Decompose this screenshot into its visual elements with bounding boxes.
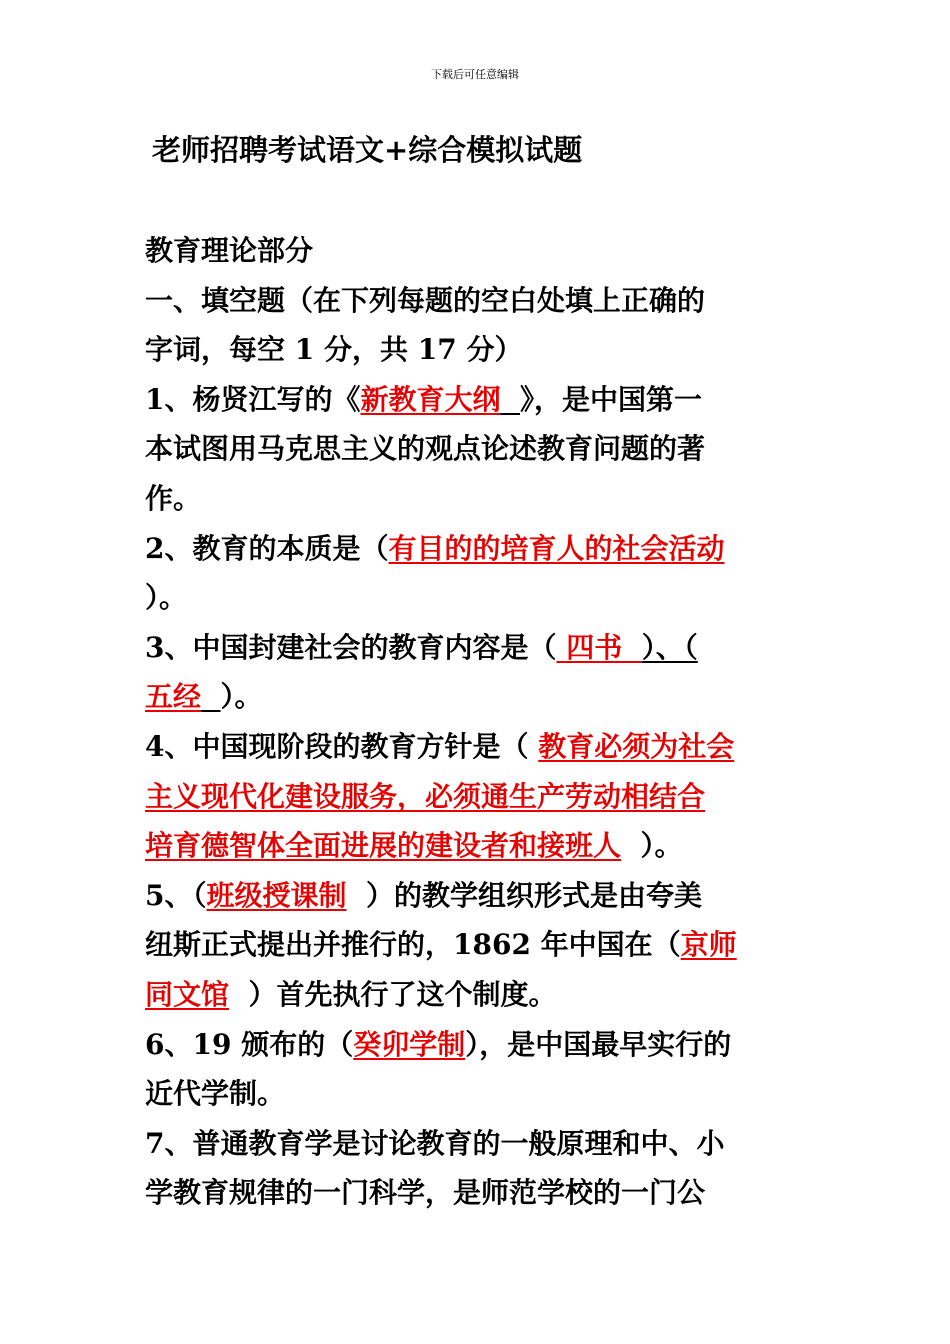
answer: 同文馆 xyxy=(145,977,230,1011)
text: ）的教学组织形式是由夸美 xyxy=(366,878,703,912)
answer: 五经 xyxy=(145,680,202,714)
text: 7、普通教育学是讨论教育的一般原理和中、小 xyxy=(145,1126,725,1160)
text: 学教育规律的一门科学，是师范学校的一门公 xyxy=(145,1176,706,1210)
text: 6、19 颁布的（ xyxy=(145,1027,354,1061)
question-1-line-1 xyxy=(145,375,809,425)
text: ），是中国最早实行的 xyxy=(465,1027,732,1061)
document-title: 老师招聘考试语文+综合模拟试题 xyxy=(152,133,583,167)
question-5-line-2 xyxy=(145,920,809,970)
question-5-line-1 xyxy=(145,871,809,921)
question-intro-line-1 xyxy=(145,276,809,326)
text: ）首先执行了这个制度。 xyxy=(229,977,557,1011)
text: 近代学制。 xyxy=(145,1077,286,1111)
text: 1、杨贤江写的《新教育大纲 》，是中国第一 xyxy=(145,382,703,416)
question-5-line-3 xyxy=(145,970,809,1020)
text: 3、中国封建社会的教育内容是（ xyxy=(145,630,557,664)
answer: 四书 xyxy=(556,630,642,664)
text: 2、教育的本质是（ xyxy=(145,531,389,565)
text: 本试图用马克思主义的观点论述教育问题的著 xyxy=(145,432,706,466)
text: ）。 xyxy=(621,829,683,863)
answer: 班级授课制 xyxy=(206,878,347,912)
question-3-line-1 xyxy=(145,623,809,673)
text: 5、（ xyxy=(145,878,207,912)
question-7-line-2 xyxy=(145,1168,809,1218)
answer: 培育德智体全面进展的建设者和接班人 xyxy=(145,829,622,863)
question-2-line-1 xyxy=(145,524,809,574)
answer: 教育必须为社会 xyxy=(538,729,735,763)
question-4-line-3 xyxy=(145,821,809,871)
answer: 主义现代化建设服务，必须通生产劳动相结合 xyxy=(145,779,706,813)
question-4-line-2 xyxy=(145,772,809,822)
document-body xyxy=(145,226,809,1218)
question-1-line-3 xyxy=(145,474,809,524)
question-6-line-2 xyxy=(145,1069,809,1119)
question-2-line-2 xyxy=(145,573,809,623)
section-heading: 教育理论部分 xyxy=(145,234,314,267)
text: 字词，每空 1 分，共 17 分） xyxy=(145,333,523,367)
question-1-line-2 xyxy=(145,424,809,474)
answer: 有目的的培育人的社会活动 xyxy=(388,531,725,565)
question-6-line-1 xyxy=(145,1020,809,1070)
text: 一、填空题（在下列每题的空白处填上正确的 xyxy=(145,283,706,317)
text: 4、中国现阶段的教育方针是（ xyxy=(145,729,539,763)
blank xyxy=(201,672,221,722)
answer: 新教育大纲 xyxy=(360,382,501,416)
answer: 京师 xyxy=(680,928,737,962)
question-7-line-1 xyxy=(145,1119,809,1169)
text: ）。 xyxy=(220,680,263,714)
text: ）。 xyxy=(145,581,188,615)
blank xyxy=(501,383,521,416)
question-intro-line-2 xyxy=(145,325,809,375)
answer: 癸卯学制 xyxy=(353,1027,466,1061)
question-4-line-1 xyxy=(145,722,809,772)
text: 作。 xyxy=(145,481,202,515)
page-header: 下载后可任意编辑 xyxy=(431,68,519,81)
question-3-line-2 xyxy=(145,672,809,722)
text: 纽斯正式提出并推行的，1862 年中国在（ xyxy=(145,928,681,962)
blank-separator: ）、（ xyxy=(641,630,698,664)
